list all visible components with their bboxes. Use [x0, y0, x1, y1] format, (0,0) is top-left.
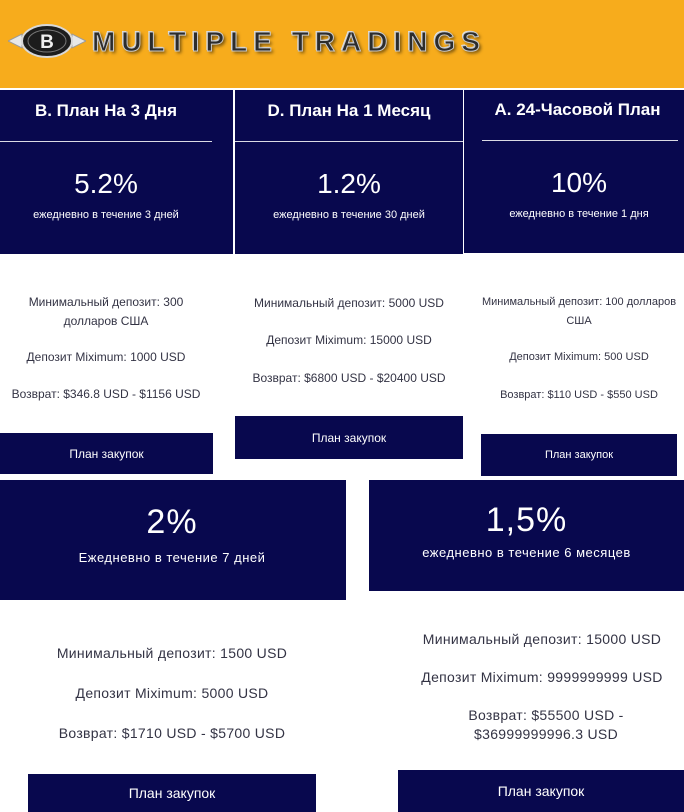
svg-text:B: B: [40, 32, 54, 53]
plan-rate-description: ежедневно в течение 1 дня: [509, 208, 649, 220]
plan-max-deposit: Депозит Miximum: 1000 USD: [26, 350, 186, 364]
purchase-plan-button[interactable]: План закупок: [481, 434, 677, 476]
site-logo-text: MULTIPLE TRADINGS: [92, 26, 486, 57]
plan-return: Возврат: $55500 USD - $36999999996.3 USD: [468, 707, 624, 742]
plan-rate-description: ежедневно в течение 6 месяцев: [422, 545, 631, 560]
purchase-plan-button[interactable]: План закупок: [235, 416, 463, 459]
divider: [0, 141, 212, 142]
plan-rate-description: ежедневно в течение 30 дней: [273, 209, 425, 221]
plan-min-deposit: Минимальный депозит: 100 долларов США: [481, 296, 677, 327]
plan-min-deposit: Минимальный депозит: 15000 USD: [422, 631, 662, 647]
plan-return: Возврат: $346.8 USD - $1156 USD: [11, 387, 201, 401]
plan-return: Возврат: $1710 USD - $5700 USD: [58, 725, 286, 741]
purchase-plan-button[interactable]: План закупок: [0, 433, 213, 474]
plan-max-deposit: Депозит Miximum: 9999999999 USD: [421, 669, 663, 685]
plan-max-deposit: Депозит Miximum: 500 USD: [509, 351, 649, 363]
plan-title: A. 24-Часовой План: [494, 100, 661, 119]
plan-min-deposit: Минимальный депозит: 5000 USD: [254, 296, 444, 310]
plan-return: Возврат: $6800 USD - $20400 USD: [252, 371, 446, 385]
plan-rate-description: Ежедневно в течение 7 дней: [78, 550, 266, 565]
plan-min-deposit: Минимальный депозит: 1500 USD: [56, 645, 288, 661]
plan-max-deposit: Депозит Miximum: 5000 USD: [75, 685, 269, 701]
plan-rate: 1.2%: [317, 168, 381, 199]
plan-rate: 1,5%: [485, 501, 568, 539]
plan-min-deposit: Минимальный депозит: 300 долларов США: [28, 295, 184, 328]
plan-return: Возврат: $110 USD - $550 USD: [500, 389, 658, 401]
plan-title: B. План На 3 Дня: [34, 101, 178, 120]
plan-max-deposit: Депозит Miximum: 15000 USD: [266, 333, 432, 347]
bitcoin-coin-icon: [8, 24, 86, 58]
purchase-plan-button[interactable]: План закупок: [28, 774, 316, 812]
plan-rate-description: ежедневно в течение 3 дней: [33, 209, 179, 221]
divider: [235, 141, 463, 142]
purchase-plan-button[interactable]: План закупок: [398, 770, 684, 812]
divider: [482, 140, 678, 141]
plan-rate: 5.2%: [74, 168, 138, 199]
plan-rate: 10%: [550, 167, 608, 198]
plan-title: D. План На 1 Месяц: [267, 101, 431, 120]
site-header: [0, 0, 684, 88]
plan-rate: 2%: [146, 503, 198, 541]
